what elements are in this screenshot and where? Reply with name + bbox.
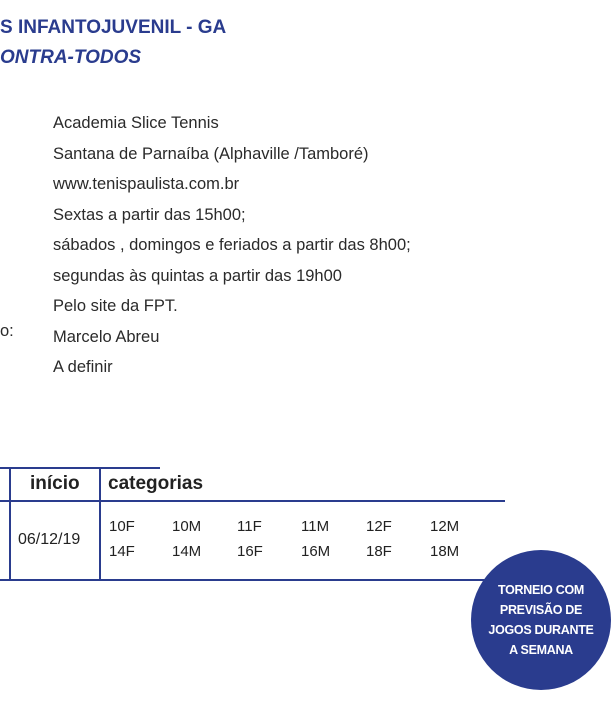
website-link[interactable]: www.tenispaulista.com.br — [53, 175, 240, 193]
schedule-weekday: segundas às quintas a partir das 19h00 — [53, 266, 342, 285]
weekday-games-badge — [471, 550, 611, 690]
venue-name: Academia Slice Tennis — [53, 114, 219, 132]
category-cell: 10M — [172, 518, 202, 535]
category-cell: 18F — [366, 543, 392, 560]
registration-info: Pelo site da FPT. — [53, 297, 178, 315]
category-cell: 16M — [301, 543, 331, 560]
category-cell: 18M — [430, 543, 460, 560]
partial-label: o: — [0, 322, 14, 340]
referee-name: Marcelo Abreu — [53, 327, 160, 346]
category-cell: 12M — [430, 518, 460, 535]
category-cell: 10F — [109, 518, 135, 535]
table-bottom-rule — [0, 579, 505, 581]
category-cell: 14M — [172, 543, 202, 560]
schedule-friday: Sextas a partir das 15h00; — [53, 205, 246, 224]
badge-line: PREVISÃO DE — [499, 603, 583, 617]
venue-location: Santana de Parnaíba (Alphaville /Tamboré) — [53, 144, 369, 163]
table-header-rule — [0, 500, 505, 502]
badge-line: A SEMANA — [509, 643, 573, 657]
column-header-inicio: início — [30, 473, 80, 494]
category-cell: 11F — [237, 518, 262, 535]
column-header-categorias: categorias — [108, 473, 204, 494]
table-top-rule — [0, 467, 160, 469]
category-cell: 11M — [301, 518, 330, 535]
schedule-weekend: sábados , domingos e feriados a partir das 8h00; — [53, 236, 411, 254]
info-block — [53, 108, 411, 383]
badge-line: TORNEIO COM — [497, 583, 585, 597]
category-cell: 14F — [109, 543, 135, 560]
tbd-info: A definir — [53, 358, 113, 376]
tournament-subtitle: ONTRA-TODOS — [0, 47, 142, 68]
badge-line: JOGOS DURANTE — [488, 623, 594, 637]
table-divider-rule — [99, 467, 101, 580]
table-left-rule — [9, 467, 11, 580]
tournament-title: S INFANTOJUVENIL - GA — [0, 17, 227, 38]
category-cell: 12F — [366, 518, 392, 535]
category-cell: 16F — [237, 543, 263, 560]
start-date: 06/12/19 — [18, 531, 81, 548]
